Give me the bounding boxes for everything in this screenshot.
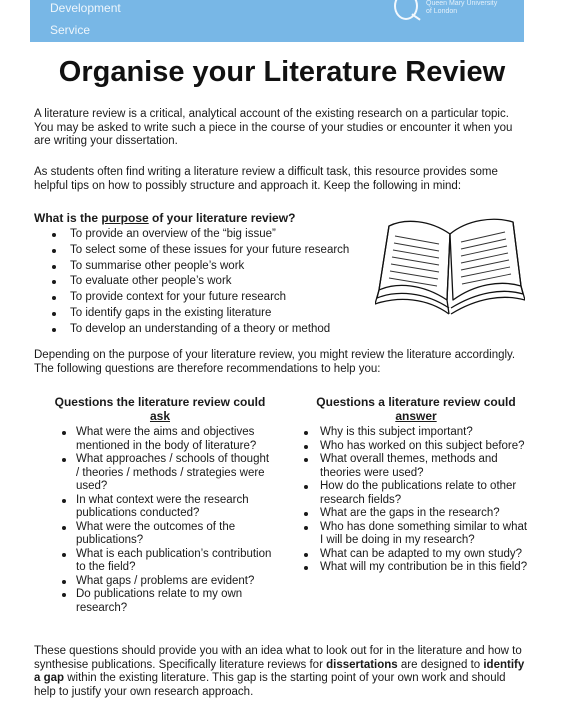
purpose-list [48, 227, 349, 338]
intro-paragraph-2: As students often find writing a literature review a difficult task, this resource provides some helpful tips on how to possibly structure and approach it. Keep the following in mind: [34, 166, 498, 192]
list-item: How do the publications relate to other research fields? [302, 480, 530, 507]
list-item: To identify gaps in the existing literature [48, 306, 349, 322]
closing-part-2: are designed to [397, 658, 484, 671]
university-logo [394, 0, 504, 24]
closing-part-1: These questions should provide you with an idea what to look out for in the literature and how to synthesise publications. Specifically literature reviews for [34, 645, 522, 671]
answer-column [302, 396, 530, 575]
ask-column-heading [46, 396, 274, 423]
logo-text: Queen Mary University of London [426, 0, 498, 15]
closing-part-3: within the existing literature. This gap is the starting point of your own work and should help to justify your own research approach. [34, 672, 506, 698]
list-item: What are the gaps in the research? [302, 507, 530, 521]
list-item: What were the aims and objectives mentioned in the body of literature? [46, 426, 274, 453]
closing-paragraph [34, 645, 530, 699]
depending-paragraph: Depending on the purpose of your literature review, you might review the literature accordingly. The following questions are therefore recommendations to help you: [34, 349, 516, 375]
list-item: What were the outcomes of the publications? [46, 521, 274, 548]
header-banner [30, 0, 524, 42]
purpose-heading-underlined: purpose [101, 211, 149, 225]
q-logo-icon [394, 0, 418, 20]
purpose-heading [34, 211, 295, 225]
closing-bold-identify-gap: identify a gap [34, 658, 525, 684]
list-item: In what context were the research publications conducted? [46, 494, 274, 521]
list-item: Why is this subject important? [302, 426, 530, 440]
ask-heading-underlined: ask [149, 408, 171, 423]
purpose-heading-before: What is the [34, 211, 102, 225]
ask-list [46, 426, 274, 615]
purpose-heading-after: of your literature review? [148, 211, 296, 225]
list-item: To provide context for your future research [48, 290, 349, 306]
list-item: What is each publication’s contribution to the field? [46, 548, 274, 575]
list-item: Who has worked on this subject before? [302, 440, 530, 454]
list-item: To summarise other people’s work [48, 259, 349, 275]
ask-column [46, 396, 274, 615]
list-item: Who has done something similar to what I will be doing in my research? [302, 521, 530, 548]
list-item: What overall themes, methods and theories were used? [302, 453, 530, 480]
ask-heading-text: Questions the literature review could [54, 395, 266, 409]
header-line-2: Service [50, 23, 91, 37]
list-item: To evaluate other people’s work [48, 274, 349, 290]
answer-list [302, 426, 530, 575]
list-item: What can be adapted to my own study? [302, 548, 530, 562]
list-item: To select some of these issues for your future research [48, 243, 349, 259]
answer-heading-text: Questions a literature review could [316, 395, 516, 409]
header-line-1: Development [50, 1, 121, 15]
open-book-icon [375, 212, 525, 322]
list-item: What approaches / schools of thought / theories / methods / strategies were used? [46, 453, 274, 494]
closing-bold-dissertations: dissertations [326, 658, 398, 671]
list-item: What gaps / problems are evident? [46, 575, 274, 589]
page-title: Organise your Literature Review [58, 56, 506, 88]
intro-paragraph-1: A literature review is a critical, analytical account of the existing research on a particular topic. You may be asked to write such a piece in the course of your studies or encounter it when you are writing your dissertation. [34, 108, 513, 147]
list-item: To provide an overview of the “big issue” [48, 227, 349, 243]
answer-heading-underlined: answer [395, 408, 437, 423]
list-item: To develop an understanding of a theory or method [48, 322, 349, 338]
answer-column-heading [302, 396, 530, 423]
list-item: What will my contribution be in this field? [302, 561, 530, 575]
list-item: Do publications relate to my own research? [46, 588, 274, 615]
